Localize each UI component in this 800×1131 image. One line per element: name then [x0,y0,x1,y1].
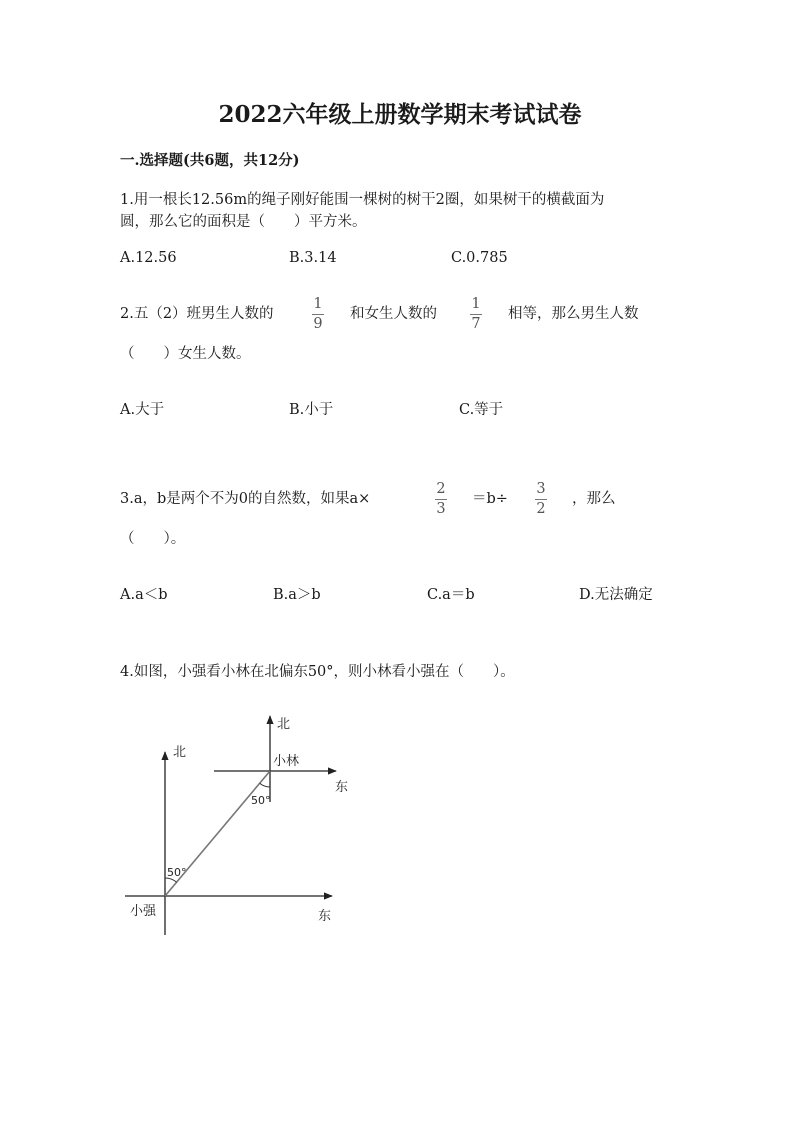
q2-part1: 2.五（2）班男生人数的 [120,306,274,322]
q4-text: 4.如图，小强看小林在北偏东50°，则小林看小强在（ ）。 [120,664,515,680]
q1-line2: 圆，那么它的面积是（ ）平方米。 [120,214,367,230]
q1-option-c: C.0.785 [451,250,508,266]
q2-option-c: C.等于 [459,402,504,418]
q2-frac1-numerator: 1 [313,296,323,312]
section-heading: 一.选择题(共6题，共12分) [120,152,300,169]
q3-part3: ，那么 [572,491,616,507]
q2-line2: （ ）女生人数。 [120,346,251,362]
q1-option-a: A.12.56 [120,250,177,266]
q2-frac2-denominator: 7 [471,316,481,332]
q3-part2: ＝b÷ [472,491,508,507]
q3-part1: 3.a，b是两个不为0的自然数，如果a× [120,491,371,507]
q1-line1: 1.用一根长12.56m的绳子刚好能围一棵树的树干2圈，如果树干的横截面为 [120,192,605,208]
q3-frac1-denominator: 3 [436,501,446,517]
page-title: 2022六年级上册数学期末考试试卷 [218,101,582,128]
q3-option-d: D.无法确定 [579,587,653,603]
q3-line2: （ ）。 [120,531,186,547]
angle-label-b: 50° [251,794,271,807]
q2-part2: 和女生人数的 [350,306,437,322]
q3-option-b: B.a＞b [273,587,321,603]
north-label-b: 北 [277,717,291,732]
point-label-xiaolin: 小林 [273,754,300,769]
q3-frac2-numerator: 3 [536,481,546,497]
north-label-a: 北 [173,745,187,760]
angle-arc-b [260,783,270,787]
q2-frac2-numerator: 1 [471,296,481,312]
q2-option-b: B.小于 [289,402,334,418]
point-label-xiaoqiang: 小强 [130,904,157,919]
angle-label-a: 50° [167,866,187,879]
east-label-a: 东 [318,909,332,924]
q2-option-a: A.大于 [120,402,165,418]
q3-option-c: C.a＝b [427,587,475,603]
q3-frac2-denominator: 2 [536,501,546,517]
q2-frac1-denominator: 9 [313,316,323,332]
q3-option-a: A.a＜b [120,587,168,603]
q3-frac1-numerator: 2 [436,481,446,497]
east-label-b: 东 [335,780,349,795]
q1-option-b: B.3.14 [289,250,337,266]
q2-part3: 相等，那么男生人数 [508,306,639,322]
